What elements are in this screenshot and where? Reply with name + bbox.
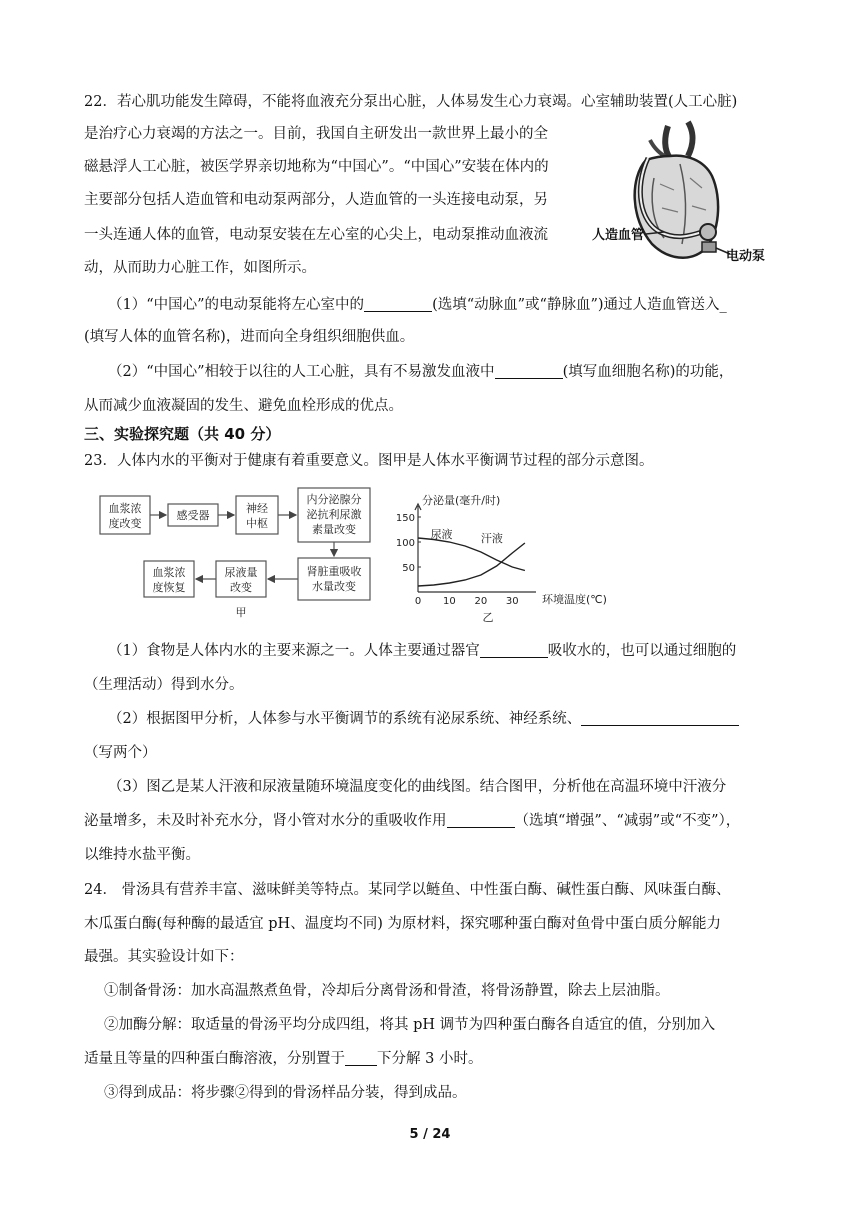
chart-x-tick-label: 20	[474, 596, 488, 607]
q23-sub2-text-a: （2）根据图甲分析，人体参与水平衡调节的系统有泌尿系统、神经系统、	[108, 711, 582, 727]
chart-x-tick-label: 0	[414, 596, 422, 607]
q24-step-2b	[84, 1049, 482, 1069]
q22-line-5: 一头连通人体的血管，电动泵安装在左心室的心尖上，电动泵推动血液流	[84, 227, 548, 243]
answer-blank[interactable]	[581, 709, 739, 726]
q24-step-1: ①制备骨汤：加水高温熬煮鱼骨，冷却后分离骨汤和骨渣，将骨汤静置，除去上层油脂。	[104, 983, 670, 999]
flow-b6-l2: 改变	[230, 581, 252, 594]
q24-step-2a: ②加酶分解：取适量的骨汤平均分成四组，将其 pH 调节为四种蛋白酶各自适宜的值，分别加入	[104, 1017, 716, 1033]
chart-y-tick-label: 150	[396, 513, 415, 524]
q23-intro: 23．人体内水的平衡对于健康有着重要意义。图甲是人体水平衡调节过程的部分示意图。	[84, 453, 654, 469]
chart-y-tick-label: 50	[402, 563, 415, 574]
q23-sub2	[108, 709, 739, 729]
chart-svg	[396, 492, 626, 624]
chart-series-label: 尿液	[430, 528, 453, 541]
q22-sub1-text-a: （1）“中国心”的电动泵能将左心室中的	[108, 297, 365, 313]
q23-sub1-text-b: 吸收水的，也可以通过细胞的	[547, 643, 737, 659]
answer-blank[interactable]	[495, 362, 563, 379]
q22-sub1-text-b: (选填“动脉血”或“静脉血”)通过人造血管送入_	[432, 297, 727, 313]
flow-b4-l2: 泌抗利尿激	[306, 508, 362, 521]
chart-xlabel: 环境温度(℃)	[542, 593, 607, 606]
artificial-heart-figure	[590, 118, 770, 278]
flow-b7-l1: 血浆浓	[152, 566, 186, 579]
q24-line-1: 24． 骨汤具有营养丰富、滋味鲜美等特点。某同学以鲢鱼、中性蛋白酶、碱性蛋白酶、风味蛋白酶、	[84, 882, 731, 898]
flow-b1-l1: 血浆浓	[108, 502, 142, 515]
q23-sub3-text-c: （选填“增强”、“减弱”或“不变”），	[514, 813, 741, 829]
q22-line-1: 22．若心肌功能发生障碍，不能将血液充分泵出心脏，人体易发生心力衰竭。心室辅助装置(人工心脏)	[84, 94, 738, 110]
q23-sub3-text-b: 泌量增多，未及时补充水分，肾小管对水分的重吸收作用	[84, 813, 447, 829]
q23-sub1-cont: （生理活动）得到水分。	[84, 677, 244, 693]
flow-b4-l1: 内分泌腺分	[306, 493, 362, 506]
chart-series-line	[418, 543, 525, 586]
q22-sub1	[108, 295, 727, 315]
q22-line-2: 是治疗心力衰竭的方法之一。目前，我国自主研发出一款世界上最小的全	[84, 126, 548, 142]
q22-line-4: 主要部分包括人造血管和电动泵两部分，人造血管的一头连接电动泵，另	[84, 192, 548, 208]
q24-step-3: ③得到成品：将步骤②得到的骨汤样品分装，得到成品。	[104, 1085, 467, 1101]
chart-series-line	[418, 538, 525, 571]
flow-b3-l1: 神经	[246, 502, 268, 515]
chart-y-tick-label: 100	[396, 538, 415, 549]
flow-b2: 感受器	[176, 509, 210, 522]
chart-caption: 乙	[482, 611, 494, 624]
answer-blank[interactable]	[364, 295, 432, 312]
q22-sub2-text-a: （2）“中国心”相较于以往的人工心脏，具有不易激发血液中	[108, 364, 495, 380]
q22-sub2-text-b: (填写血细胞名称)的功能，	[562, 364, 734, 380]
flow-b6-l1: 尿液量	[224, 566, 258, 579]
fig-label-vessel: 人造血管	[592, 228, 645, 243]
q23-sub3-line3: 以维持水盐平衡。	[84, 847, 200, 863]
chart-series-label: 汗液	[480, 532, 503, 545]
q23-sub3-line1: （3）图乙是某人汗液和尿液量随环境温度变化的曲线图。结合图甲，分析他在高温环境中汗液分	[108, 779, 727, 795]
q23-sub2-cont: （写两个）	[84, 745, 157, 761]
flow-b7-l2: 度恢复	[152, 581, 186, 594]
q23-sub1-text-a: （1）食物是人体内水的主要来源之一。人体主要通过器官	[108, 643, 480, 659]
answer-blank[interactable]	[447, 811, 515, 828]
q22-sub1-cont: (填写人体的血管名称)，进而向全身组织细胞供血。	[84, 329, 415, 345]
flow-caption: 甲	[235, 606, 247, 619]
flow-diagram	[96, 486, 386, 621]
q24-line-3: 最强。其实验设计如下：	[84, 949, 244, 965]
chart-x-tick-label: 30	[505, 596, 519, 607]
fig-label-pump: 电动泵	[726, 249, 766, 264]
flow-b3-l2: 中枢	[246, 517, 268, 530]
q22-sub2	[108, 362, 733, 382]
q24-step-2b-text: 适量且等量的四种蛋白酶溶液，分别置于	[84, 1051, 345, 1067]
flow-b5-l1: 肾脏重吸收	[306, 565, 362, 578]
q23-sub1	[108, 641, 736, 661]
flow-b5-l2: 水量改变	[312, 580, 356, 593]
q22-line-3: 磁悬浮人工心脏，被医学界亲切地称为“中国心”。“中国心”安装在体内的	[84, 159, 549, 175]
answer-blank[interactable]	[345, 1049, 377, 1066]
q22-sub2-cont: 从而减少血液凝固的发生、避免血栓形成的优点。	[84, 398, 403, 414]
q24-step-2c-text: 下分解 3 小时。	[377, 1051, 483, 1067]
secretion-chart	[396, 492, 626, 624]
flow-b4-l3: 素量改变	[312, 523, 356, 536]
chart-ylabel: 分泌量(毫升/时)	[422, 494, 501, 507]
section-title: 三、实验探究题（共 40 分）	[84, 425, 281, 443]
chart-x-tick-label: 10	[443, 596, 456, 607]
q24-line-2: 木瓜蛋白酶(每种酶的最适宜 pH、温度均不同) 为原材料，探究哪种蛋白酶对鱼骨中蛋白质分解能力	[84, 916, 721, 932]
q22-line-6: 动，从而助力心脏工作，如图所示。	[84, 260, 316, 276]
q23-sub3-line2	[84, 811, 740, 831]
flow-b1-l2: 度改变	[108, 517, 142, 530]
page-number: 5 / 24	[409, 1127, 451, 1142]
answer-blank[interactable]	[480, 641, 548, 658]
